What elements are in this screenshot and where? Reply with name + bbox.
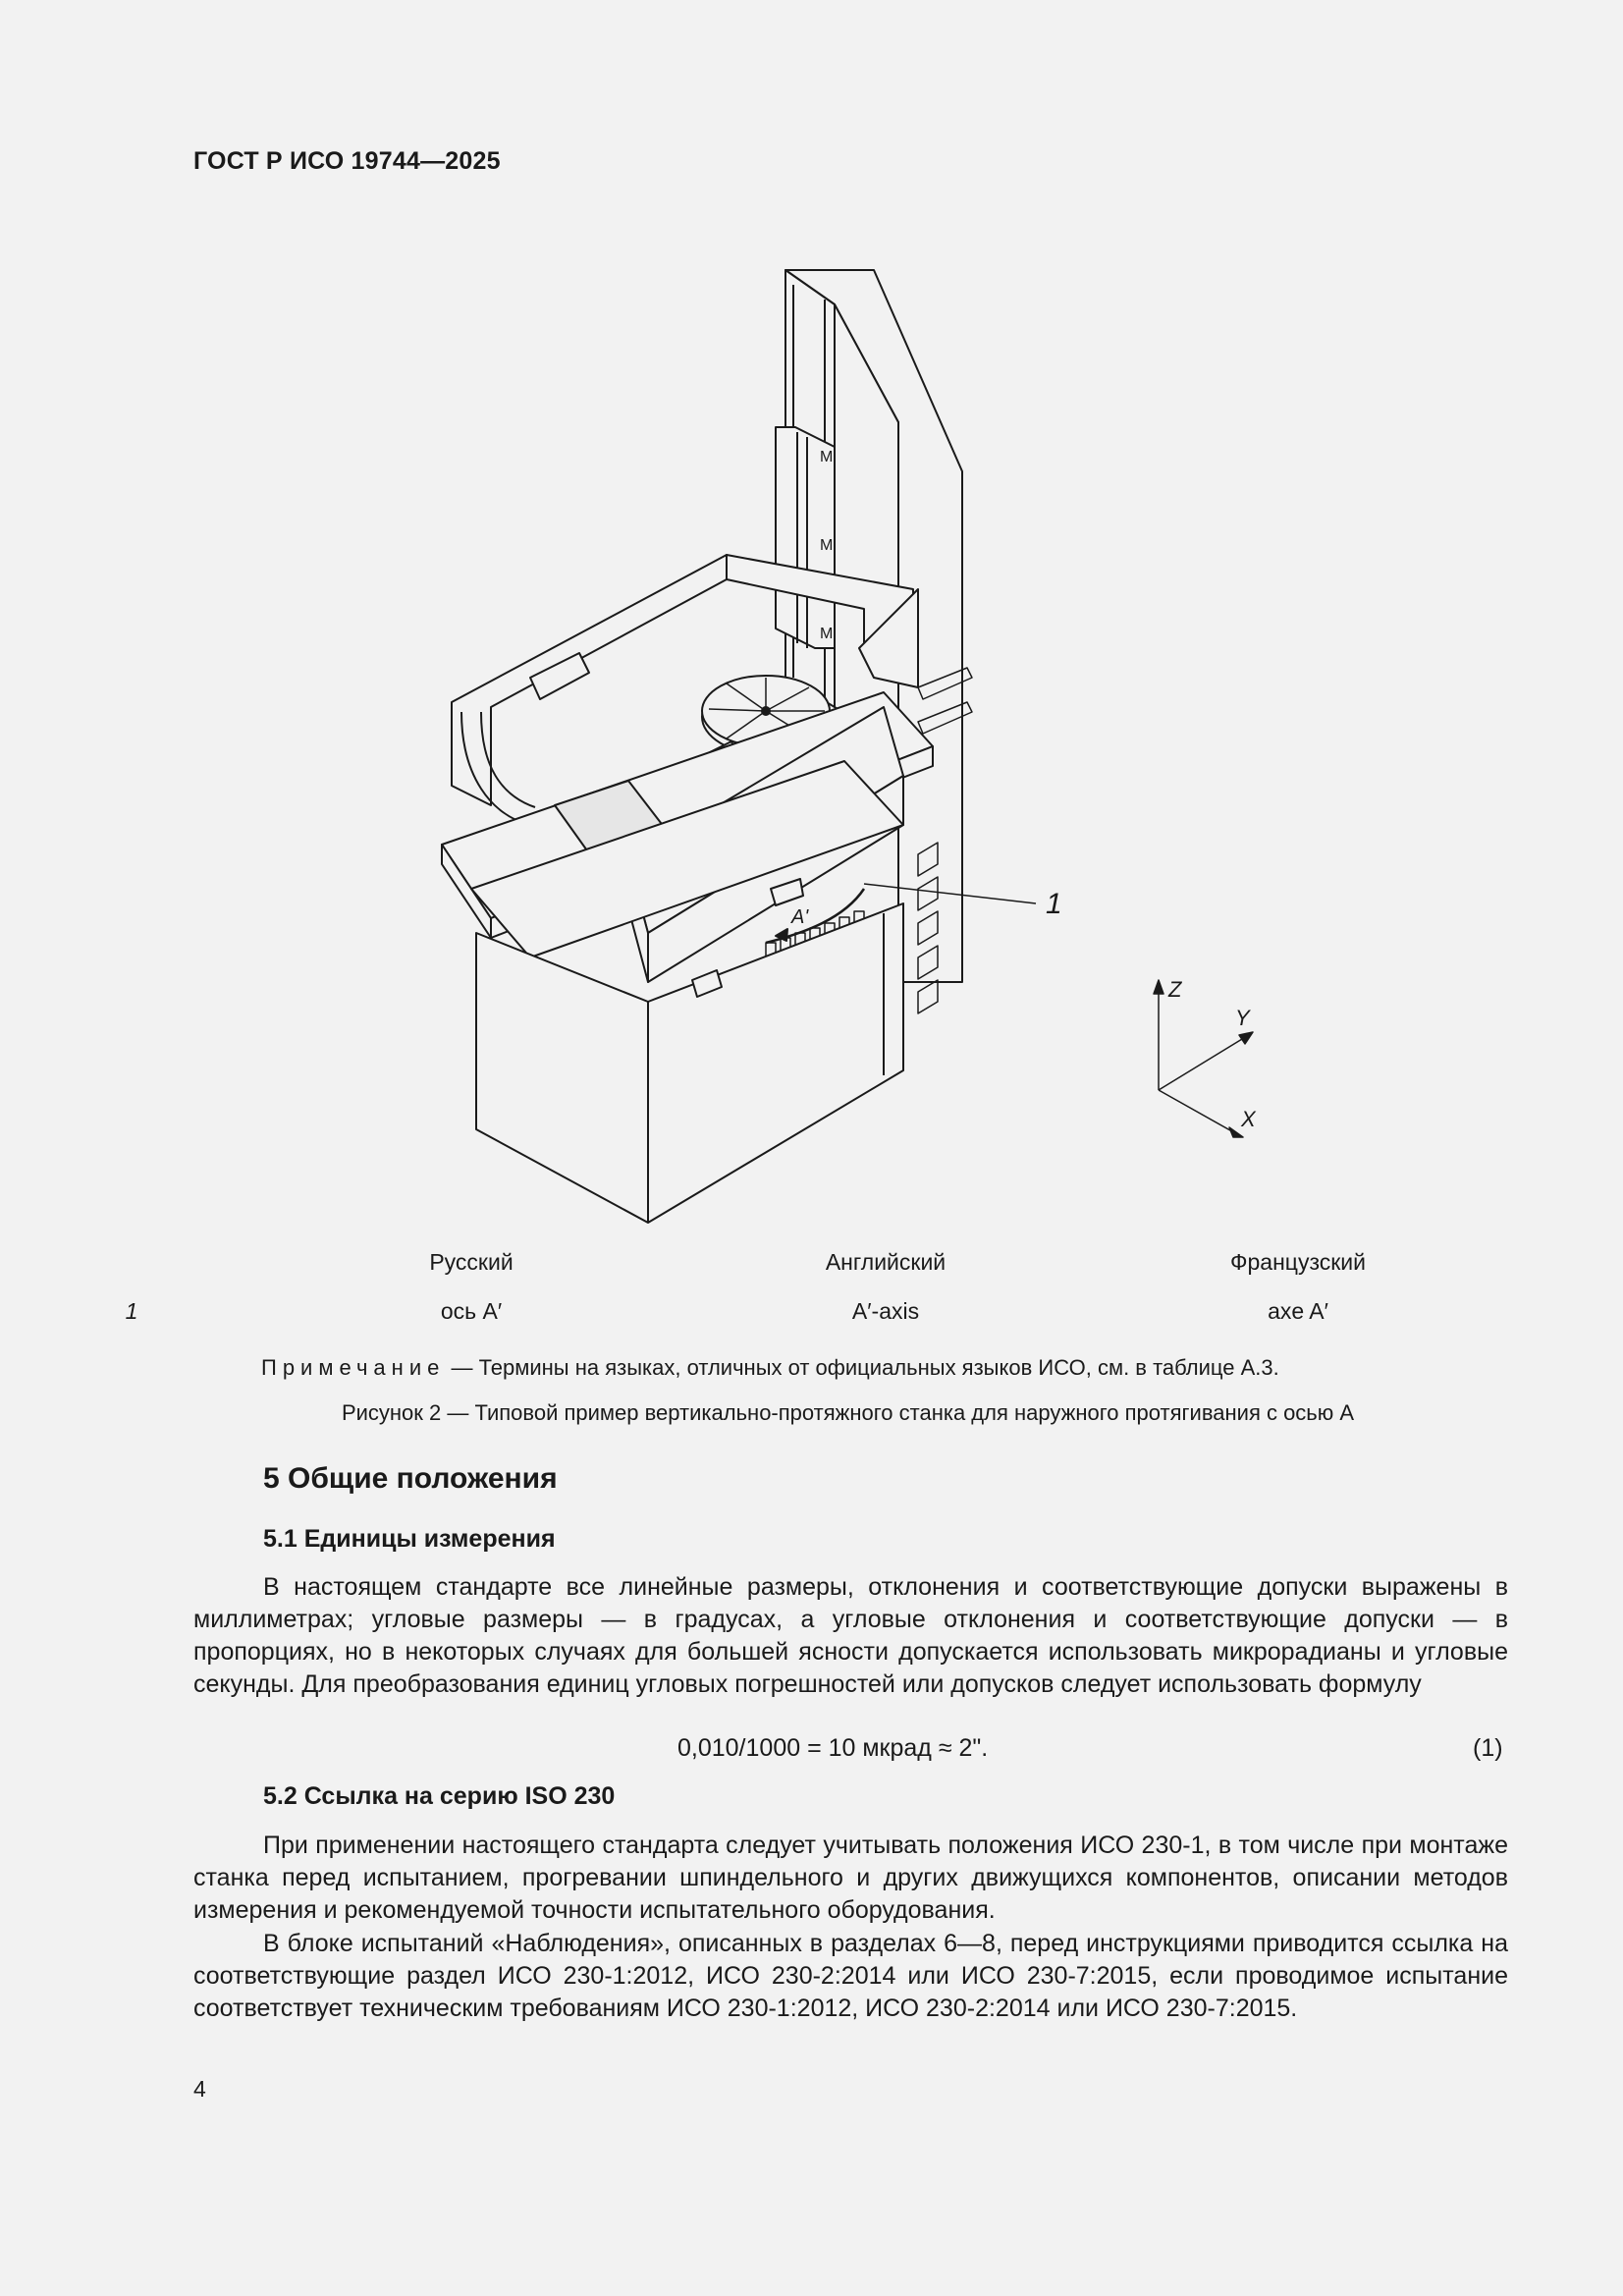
subsection-title-5-2: 5.2 Ссылка на серию ISO 230 (263, 1782, 616, 1810)
formula-number: (1) (1473, 1734, 1503, 1762)
section-title: 5 Общие положения (263, 1462, 558, 1495)
legend-header-fr: Французский (1230, 1249, 1366, 1275)
legend-row-fr: axe A′ (1268, 1298, 1328, 1324)
legend-row-en: A′-axis (851, 1298, 920, 1324)
figure-caption: Рисунок 2 — Типовой пример вертикально-протяжного станка для наружного протягивания с осью A (341, 1400, 1355, 1425)
axis-x-label: X (1241, 1107, 1256, 1131)
note-label: Примечание (261, 1355, 446, 1380)
formula: 0,010/1000 = 10 мкрад ≈ 2". (677, 1734, 989, 1762)
svg-text:M: M (820, 449, 834, 465)
rotation-axis-label: A' (791, 906, 809, 928)
figure-callout-1: 1 (1046, 888, 1062, 920)
page-number: 4 (193, 2076, 206, 2102)
note-text: — Термины на языках, отличных от официальных языков ИСО, см. в таблице А.3. (445, 1355, 1279, 1380)
legend-row-ru: ось A′ (440, 1298, 503, 1324)
paragraph-5-1: В настоящем стандарте все линейные размеры, отклонения и соответствующие допуски выражены в миллиметрах; угловые размеры — в градусах, а угловые отклонения и соответствующие допуски — в пропорциях, но в некоторых случаях для большей ясности допускается использовать микрорадианы и угловые секунды. Для преобразования единиц угловых погрешностей или допусков следует использовать формулу (193, 1573, 1508, 1698)
legend-header-en: Английский (825, 1249, 947, 1275)
paragraph-5-2-2: В блоке испытаний «Наблюдения», описанных в разделах 6—8, перед инструкциями приводится ссылка на соответствующие раздел ИСО 230-1:2012, ИСО 230-2:2014 или ИСО 230-7:2015, если проводимое испытание соответствует техническим требованиям ИСО 230-1:2012, ИСО 230-2:2014 или ИСО 230-7:2015. (193, 1930, 1508, 2022)
broaching-machine-figure (432, 250, 1316, 1232)
legend-header-ru: Русский (429, 1249, 514, 1275)
figure-note (261, 1355, 1279, 1381)
axis-y-label: Y (1235, 1006, 1250, 1030)
paragraph-5-2-1: При применении настоящего стандарта следует учитывать положения ИСО 230-1, в том числе при монтаже станка перед испытанием, прогревании шпиндельного и других движущихся компонентов, описании методов измерения и рекомендуемой точности испытательного оборудования. (193, 1831, 1508, 1924)
svg-text:M: M (820, 537, 834, 554)
legend-row-key: 1 (125, 1298, 138, 1324)
svg-text:M: M (820, 626, 834, 642)
subsection-title-5-1: 5.1 Единицы измерения (263, 1525, 556, 1553)
document-header: ГОСТ Р ИСО 19744—2025 (193, 147, 501, 175)
axis-z-label: Z (1168, 977, 1182, 1002)
